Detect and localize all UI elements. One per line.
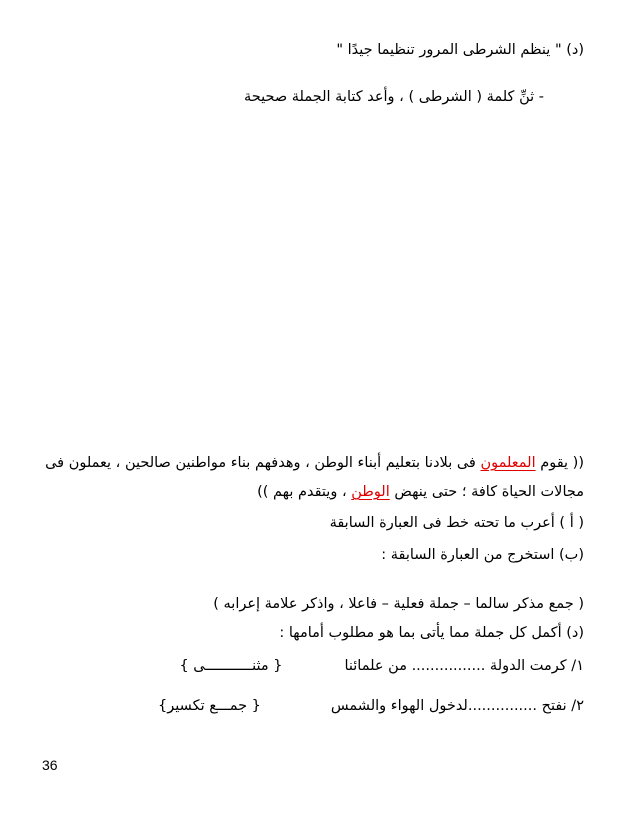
underlined-word-teachers: المعلمون bbox=[480, 455, 536, 471]
completion-item-2-text: ٢/ نفتح ...............لدخول الهواء والشمس bbox=[330, 698, 584, 714]
question-b: (ب) استخرج من العبارة السابقة : bbox=[381, 547, 584, 563]
completion-item-2 bbox=[158, 696, 584, 716]
completion-item-1-text: ١/ كرمت الدولة ................ من علمائنا bbox=[344, 658, 584, 674]
page-number: 36 bbox=[42, 757, 58, 773]
completion-item-1-hint: { مثنـــــــــــى } bbox=[179, 658, 283, 674]
completion-item-2-hint: { جمـــع تكسير} bbox=[158, 698, 261, 714]
section-d-question: (د) " ينظم الشرطى المرور تنظيما جيدًا " bbox=[336, 42, 584, 58]
paragraph-line-2 bbox=[257, 482, 584, 502]
paragraph-line-2-end: ، ويتقدم بهم )) bbox=[257, 484, 352, 500]
question-b-detail: ( جمع مذكر سالما – جملة فعلية – فاعلا ، واذكر علامة إعرابه ) bbox=[213, 596, 584, 612]
underlined-word-homeland: الوطن bbox=[351, 484, 390, 500]
completion-item-1 bbox=[179, 656, 584, 676]
paragraph-line-1-end: فى بلادنا بتعليم أبناء الوطن ، وهدفهم بناء مواطنين صالحين ، يعملون فى bbox=[45, 455, 481, 471]
paragraph-line-1-start: (( يقوم bbox=[535, 455, 584, 471]
paragraph-line-2-start: مجالات الحياة كافة ؛ حتى ينهض bbox=[389, 484, 584, 500]
paragraph-line-1 bbox=[45, 453, 584, 473]
question-d: (د) أكمل كل جملة مما يأتى بما هو مطلوب أمامها : bbox=[279, 625, 584, 641]
section-d-instruction: - ثنِّ كلمة ( الشرطى ) ، وأعد كتابة الجملة صحيحة bbox=[243, 89, 544, 105]
question-a: ( أ ) أعرب ما تحته خط فى العبارة السابقة bbox=[329, 515, 584, 531]
